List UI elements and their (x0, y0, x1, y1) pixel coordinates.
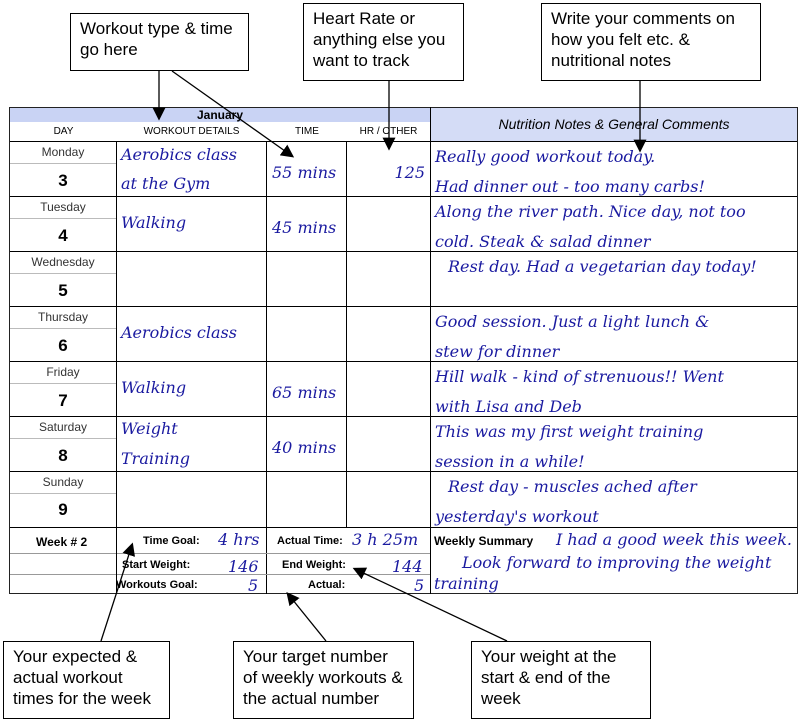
week-label: Week # 2 (36, 535, 88, 549)
day-number: 6 (58, 336, 68, 355)
weekly-summary-label: Weekly Summary (434, 534, 534, 548)
col-header-details: WORKOUT DETAILS (143, 126, 240, 137)
workout-time: 55 mins (272, 163, 337, 182)
actual-time-value: 3 h 25m (352, 530, 419, 549)
workout-detail: Training (121, 449, 190, 468)
workout-time: 45 mins (272, 218, 337, 237)
day-name: Thursday (37, 310, 89, 324)
weekly-summary-text: I had a good week this week. (556, 530, 793, 549)
note: session in a while! (435, 452, 585, 471)
workout-hr: 125 (394, 163, 425, 182)
day-number: 3 (58, 171, 68, 190)
workout-detail: at the Gym (121, 174, 211, 193)
end-weight-label: End Weight: (282, 559, 346, 571)
day-number: 7 (58, 391, 68, 410)
actual-workouts-value: 5 (414, 576, 425, 595)
arrow-expected-times (101, 545, 132, 641)
day-name: Tuesday (40, 200, 86, 214)
workout-detail: Weight (121, 419, 178, 438)
note: Had dinner out - too many carbs! (435, 177, 705, 196)
note: This was my first weight training (435, 422, 704, 441)
note: yesterday's workout (435, 507, 599, 526)
weekly-summary-text: Look forward to improving the weight (462, 553, 772, 572)
workout-detail: Walking (121, 378, 187, 397)
month-title: January (196, 108, 244, 122)
note: Hill walk - kind of strenuous!! Went (435, 367, 724, 386)
day-number: 5 (58, 281, 68, 300)
weekly-summary-text: training (434, 574, 499, 593)
workouts-goal-value: 5 (248, 576, 259, 595)
day-name: Monday (41, 145, 85, 159)
time-goal-label: Time Goal: (143, 535, 200, 547)
note: stew for dinner (435, 342, 560, 361)
callout-workout: Workout type & time go here (70, 13, 249, 71)
col-header-day: DAY (53, 126, 74, 137)
note: with Lisa and Deb (435, 397, 582, 416)
day-name: Saturday (38, 420, 88, 434)
note: cold. Steak & salad dinner (435, 232, 651, 251)
callout-expected-times: Your expected & actual workout times for the week (3, 641, 170, 719)
note: Along the river path. Nice day, not too (435, 202, 746, 221)
start-weight-label: Start Weight: (122, 559, 191, 571)
workout-detail: Aerobics class (121, 323, 237, 342)
workout-detail: Walking (121, 213, 187, 232)
arrow-workout-time (172, 71, 292, 156)
day-number: 8 (58, 446, 68, 465)
end-weight-value: 144 (392, 557, 423, 576)
arrow-target-workouts (288, 594, 326, 641)
start-weight-value: 146 (228, 557, 259, 576)
day-name: Friday (46, 365, 80, 379)
callout-weight: Your weight at the start & end of the week (471, 641, 651, 719)
col-header-time: TIME (295, 126, 319, 137)
day-number: 4 (58, 226, 68, 245)
workout-detail: Aerobics class (121, 145, 237, 164)
callout-target-workouts: Your target number of weekly workouts & the actual number (233, 641, 414, 719)
day-number: 9 (58, 500, 68, 519)
workouts-goal-label: Workouts Goal: (116, 579, 198, 591)
actual-workouts-label: Actual: (308, 579, 346, 591)
arrow-weight (355, 569, 507, 641)
workout-time: 65 mins (272, 383, 337, 402)
callout-comments: Write your comments on how you felt etc. & nutritional notes (541, 3, 761, 81)
col-header-hr: HR / OTHER (359, 126, 418, 137)
note: Good session. Just a light lunch & (435, 312, 710, 331)
note: Really good workout today. (435, 147, 656, 166)
notes-header: Nutrition Notes & General Comments (498, 116, 730, 132)
note: Rest day. Had a vegetarian day today! (448, 257, 757, 276)
workout-time: 40 mins (272, 438, 337, 457)
actual-time-label: Actual Time: (277, 535, 343, 547)
time-goal-value: 4 hrs (218, 530, 260, 549)
day-name: Wednesday (31, 255, 95, 269)
callout-heart-rate: Heart Rate or anything else you want to track (303, 3, 464, 81)
day-name: Sunday (42, 475, 84, 489)
note: Rest day - muscles ached after (448, 477, 697, 496)
